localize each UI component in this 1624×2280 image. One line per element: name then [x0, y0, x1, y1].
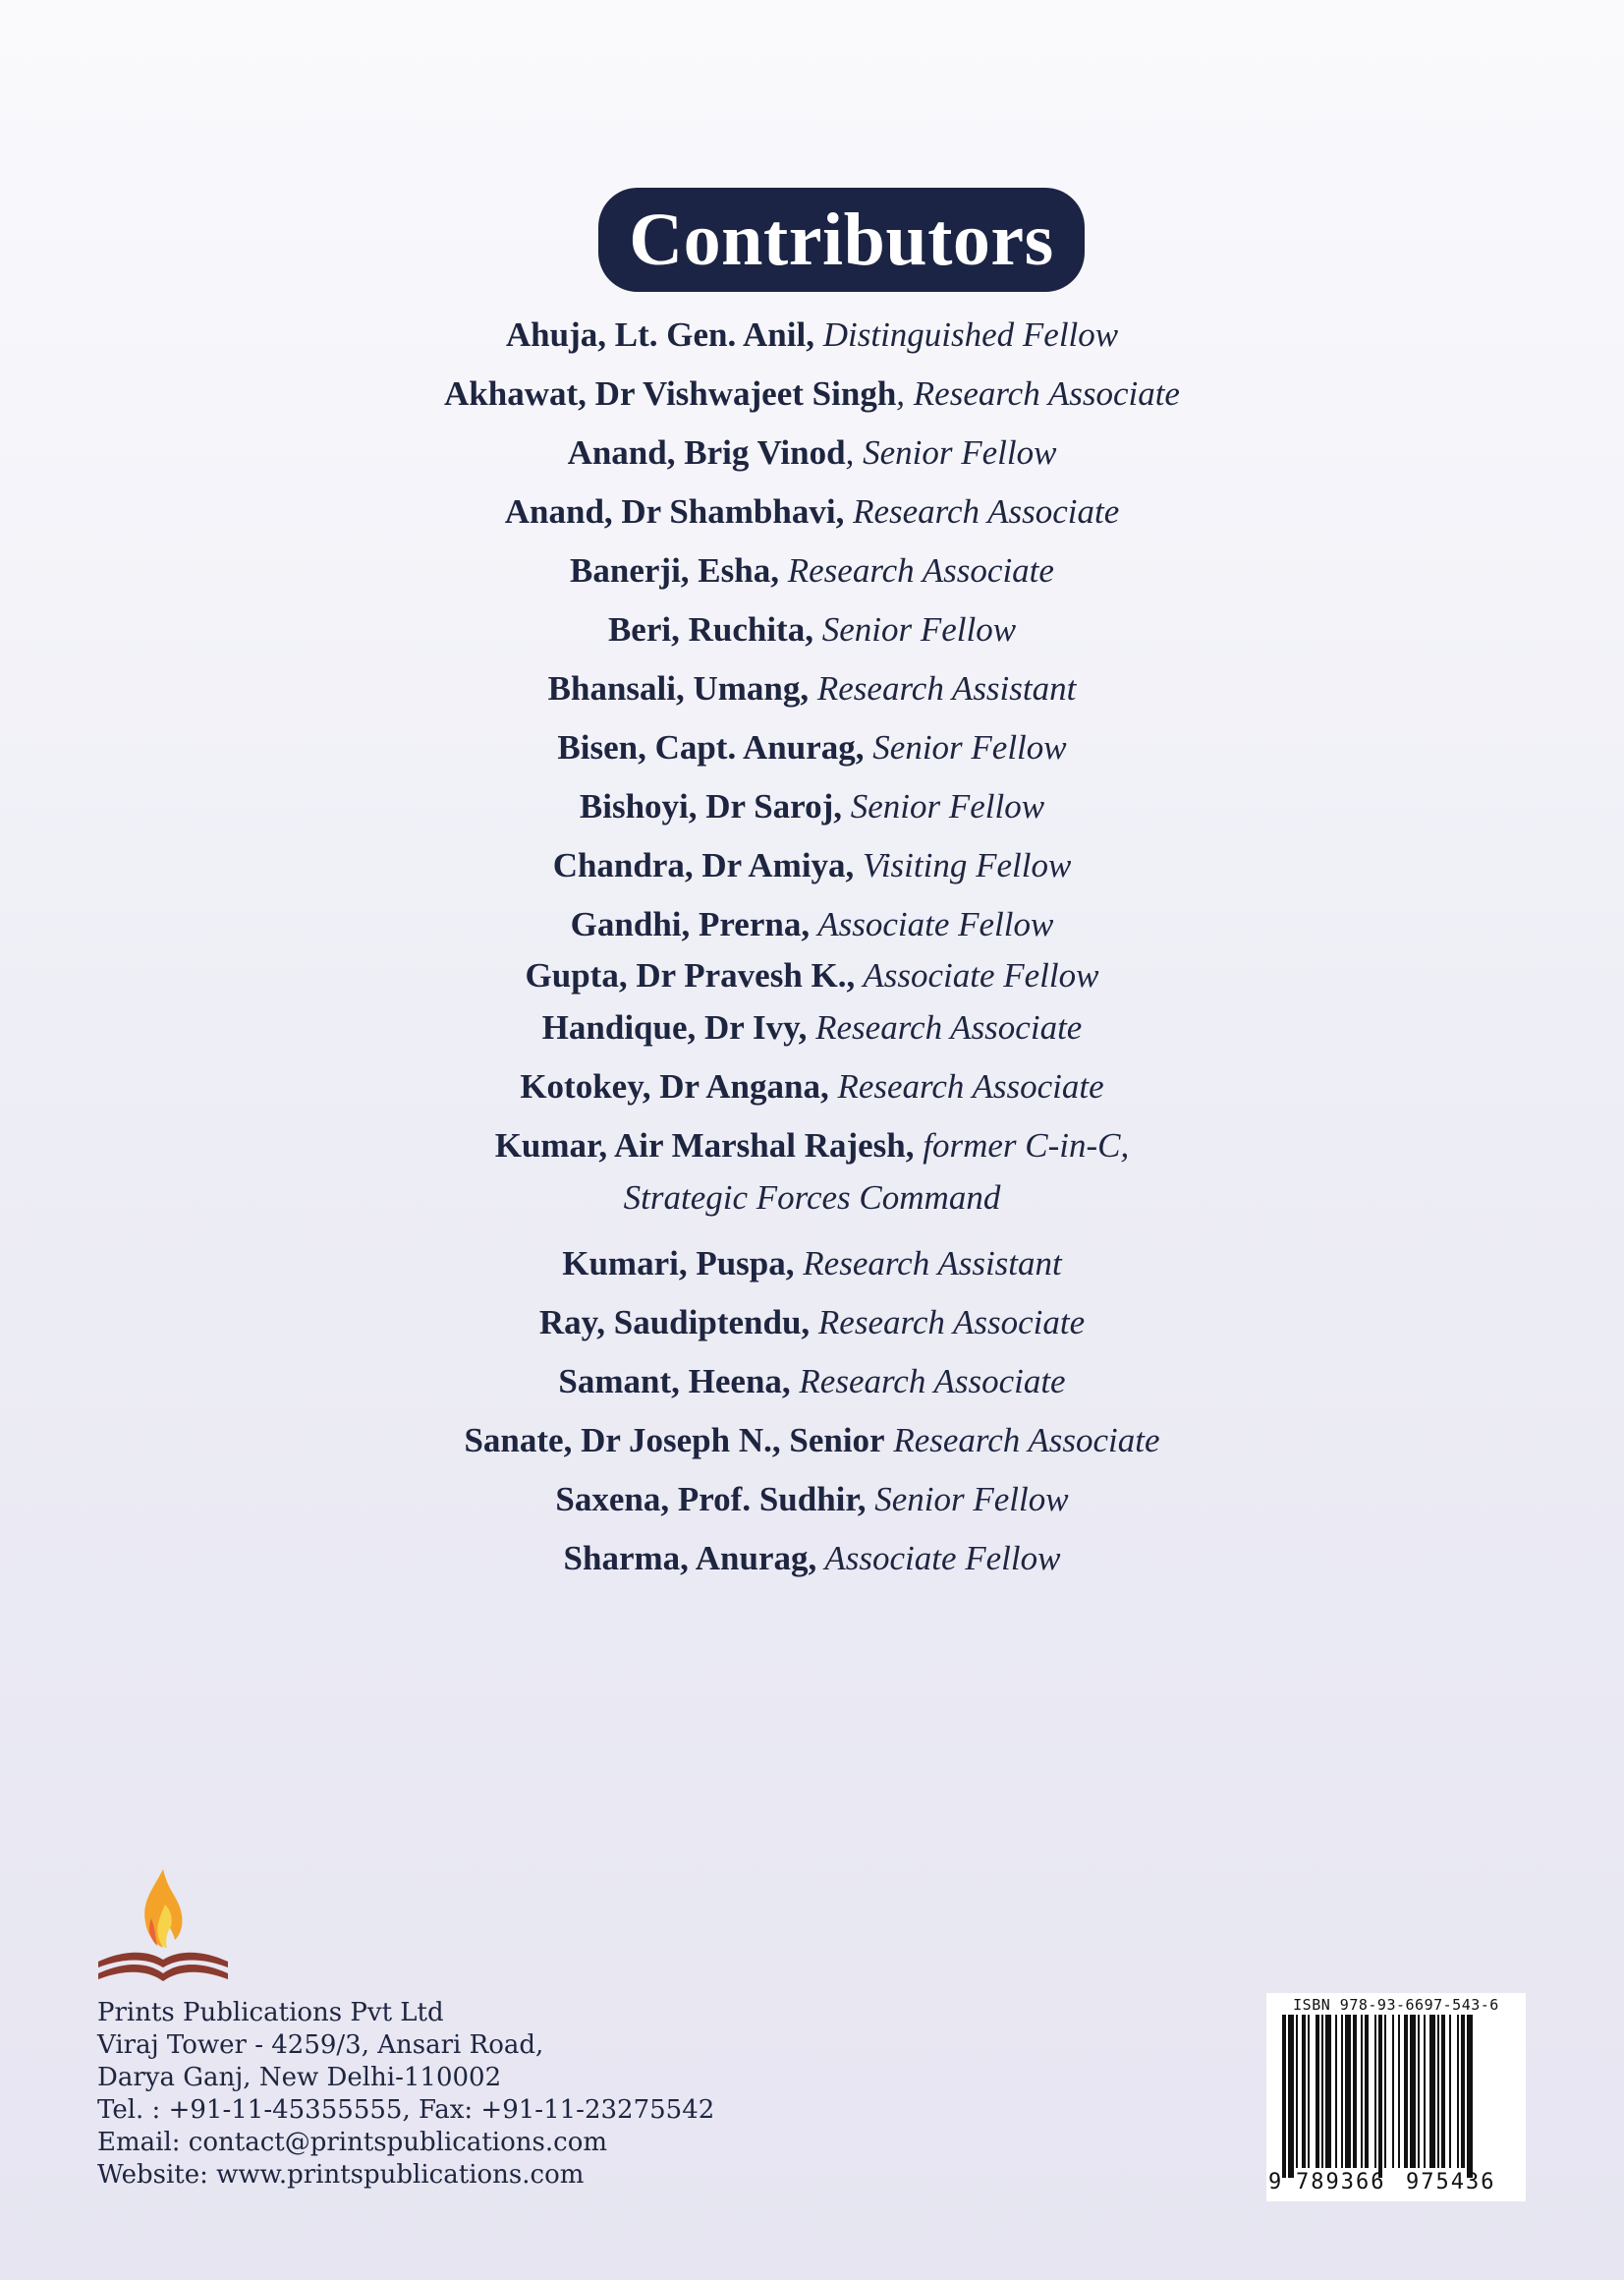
contributor-entry [0, 668, 1624, 710]
contributor-entry [0, 491, 1624, 533]
publisher-website: Website: www.printspublications.com [97, 2160, 585, 2190]
contributor-role: Research Associate [779, 551, 1054, 590]
contributor-role: Senior Fellow [866, 1480, 1069, 1518]
contributor-name: Bhansali, Umang, [547, 669, 810, 708]
publisher-address-line-2: Darya Ganj, New Delhi-110002 [97, 2063, 502, 2092]
contributor-entry [0, 550, 1624, 592]
contributor-entry [0, 845, 1624, 886]
contributor-name: Banerji, Esha, [570, 551, 779, 590]
barcode-bar [1288, 2015, 1294, 2178]
contributor-entry [0, 1243, 1624, 1284]
contributor-role: Associate Fellow [855, 956, 1099, 995]
contributor-entry [0, 1302, 1624, 1343]
barcode-bar [1467, 2015, 1473, 2178]
barcode-bar [1341, 2015, 1343, 2168]
barcode-bar [1418, 2015, 1420, 2168]
contributor-role: Distinguished Fellow [813, 315, 1119, 354]
contributor-entry [0, 1125, 1624, 1219]
contributor-role: Research Associate [844, 492, 1120, 531]
barcode-bar [1302, 2015, 1306, 2168]
contributor-entry [0, 1361, 1624, 1402]
barcode-bar [1404, 2015, 1408, 2168]
barcode-digits-left: 789366 [1296, 2170, 1386, 2194]
barcode-bar [1461, 2015, 1465, 2168]
contributors-heading-pill [598, 188, 1085, 292]
contributor-role: Senior Fellow [864, 728, 1067, 767]
contributor-entry [0, 904, 1624, 945]
contributor-role: Research Associate [828, 1067, 1104, 1106]
contributor-entry [0, 1007, 1624, 1049]
barcode-bar [1308, 2015, 1310, 2168]
publisher-name: Prints Publications Pvt Ltd [97, 1998, 444, 2027]
contributor-entry [0, 373, 1624, 415]
barcode-bar [1361, 2015, 1363, 2168]
contributor-name: Anand, Dr Shambhavi, [504, 492, 845, 531]
barcode-digits-right: 975436 [1406, 2170, 1496, 2194]
contributor-entry [0, 955, 1624, 997]
barcode-bar [1378, 2015, 1382, 2178]
contributor-role: , Senior Fellow [845, 433, 1057, 472]
contributor-role: Senior Fellow [812, 610, 1017, 649]
contributor-name: Ray, Saudiptendu, [538, 1303, 811, 1341]
barcode-bar [1321, 2015, 1323, 2168]
contributor-name: Bishoyi, Dr Saroj, [579, 787, 842, 826]
barcode-bar [1449, 2015, 1451, 2168]
contributor-name: Gandhi, Prerna, [570, 905, 811, 943]
barcode-bar [1345, 2015, 1351, 2168]
contributor-name: Akhawat, Dr Vishwajeet Singh [444, 374, 897, 413]
contributor-name: Gupta, Dr Pravesh K., [525, 956, 856, 995]
contributor-entry [0, 1479, 1624, 1520]
contributor-role: Associate Fellow [816, 1539, 1061, 1577]
open-book-icon [98, 1953, 228, 1967]
contributor-role: Visiting Fellow [854, 846, 1072, 884]
publisher-email: Email: contact@printspublications.com [97, 2128, 607, 2157]
contributor-entry [0, 432, 1624, 474]
contributor-name: Sanate, Dr Joseph N., Senior [464, 1421, 885, 1459]
publisher-phone: Tel. : +91-11-45355555, Fax: +91-11-23275542 [97, 2095, 715, 2125]
contributor-name: Anand, Brig Vinod [567, 433, 846, 472]
barcode-bar [1398, 2015, 1400, 2168]
contributor-role: Research Associate [790, 1362, 1066, 1400]
barcode-bar [1325, 2015, 1331, 2168]
contributor-role: Research Associate [810, 1303, 1086, 1341]
contributor-name: Kotokey, Dr Angana, [520, 1067, 829, 1106]
barcode-bar [1410, 2015, 1416, 2168]
contributor-role: Senior Fellow [842, 787, 1045, 826]
barcode-bar [1457, 2015, 1459, 2168]
contributor-entry [0, 314, 1624, 356]
barcode-bar [1441, 2015, 1445, 2168]
contributor-role: Research Assistant [794, 1244, 1062, 1282]
barcode-bar [1429, 2015, 1435, 2168]
contributor-name: Bisen, Capt. Anurag, [557, 728, 865, 767]
barcode-bar [1424, 2015, 1426, 2168]
publisher-address-line-1: Viraj Tower - 4259/3, Ansari Road, [97, 2030, 544, 2060]
contributor-entry [0, 1066, 1624, 1108]
barcode-bar [1365, 2015, 1369, 2168]
barcode-bar [1296, 2015, 1298, 2168]
contributor-name: Saxena, Prof. Sudhir, [555, 1480, 867, 1518]
barcode-digit-first: 9 [1268, 2170, 1282, 2194]
isbn-barcode [1266, 1993, 1526, 2201]
contributors-heading: Contributors [629, 199, 1054, 281]
book-with-flame-logo [94, 1867, 232, 1989]
contributor-name: Handique, Dr Ivy, [541, 1008, 808, 1047]
contributor-entry [0, 786, 1624, 827]
contributor-role: Research Associate [807, 1008, 1083, 1047]
barcode-bar [1384, 2015, 1386, 2168]
contributor-name: Ahuja, Lt. Gen. Anil, [505, 315, 814, 354]
contributor-entry [0, 1420, 1624, 1461]
barcode-bar [1335, 2015, 1337, 2168]
contributor-name: Beri, Ruchita, [607, 610, 813, 649]
barcode-bar [1437, 2015, 1439, 2168]
contributor-role: , Research Associate [896, 374, 1180, 413]
publisher-info [97, 1997, 805, 2192]
barcode-bar [1353, 2015, 1357, 2168]
contributor-name: Kumar, Air Marshal Rajesh, [494, 1126, 915, 1165]
barcode-bar [1316, 2015, 1319, 2168]
barcode-bar [1374, 2015, 1376, 2168]
contributor-role: Research Assistant [809, 669, 1077, 708]
contributor-role: Associate Fellow [810, 905, 1054, 943]
contributor-name: Chandra, Dr Amiya, [552, 846, 855, 884]
contributor-name: Sharma, Anurag, [563, 1539, 817, 1577]
isbn-label: ISBN 978-93-6697-543-6 [1293, 1996, 1499, 2014]
barcode-bar [1392, 2015, 1394, 2168]
contributor-role-continued: Strategic Forces Command [623, 1178, 1001, 1217]
contributor-role: former C-in-C, [914, 1126, 1130, 1165]
barcode-bar [1282, 2015, 1286, 2178]
contributor-entry [0, 727, 1624, 769]
barcode-bars [1278, 2015, 1514, 2182]
contributor-role: Research Associate [884, 1421, 1160, 1459]
contributor-entry [0, 1538, 1624, 1579]
contributor-name: Kumari, Puspa, [562, 1244, 795, 1282]
contributor-entry [0, 609, 1624, 651]
contributor-name: Samant, Heena, [558, 1362, 791, 1400]
